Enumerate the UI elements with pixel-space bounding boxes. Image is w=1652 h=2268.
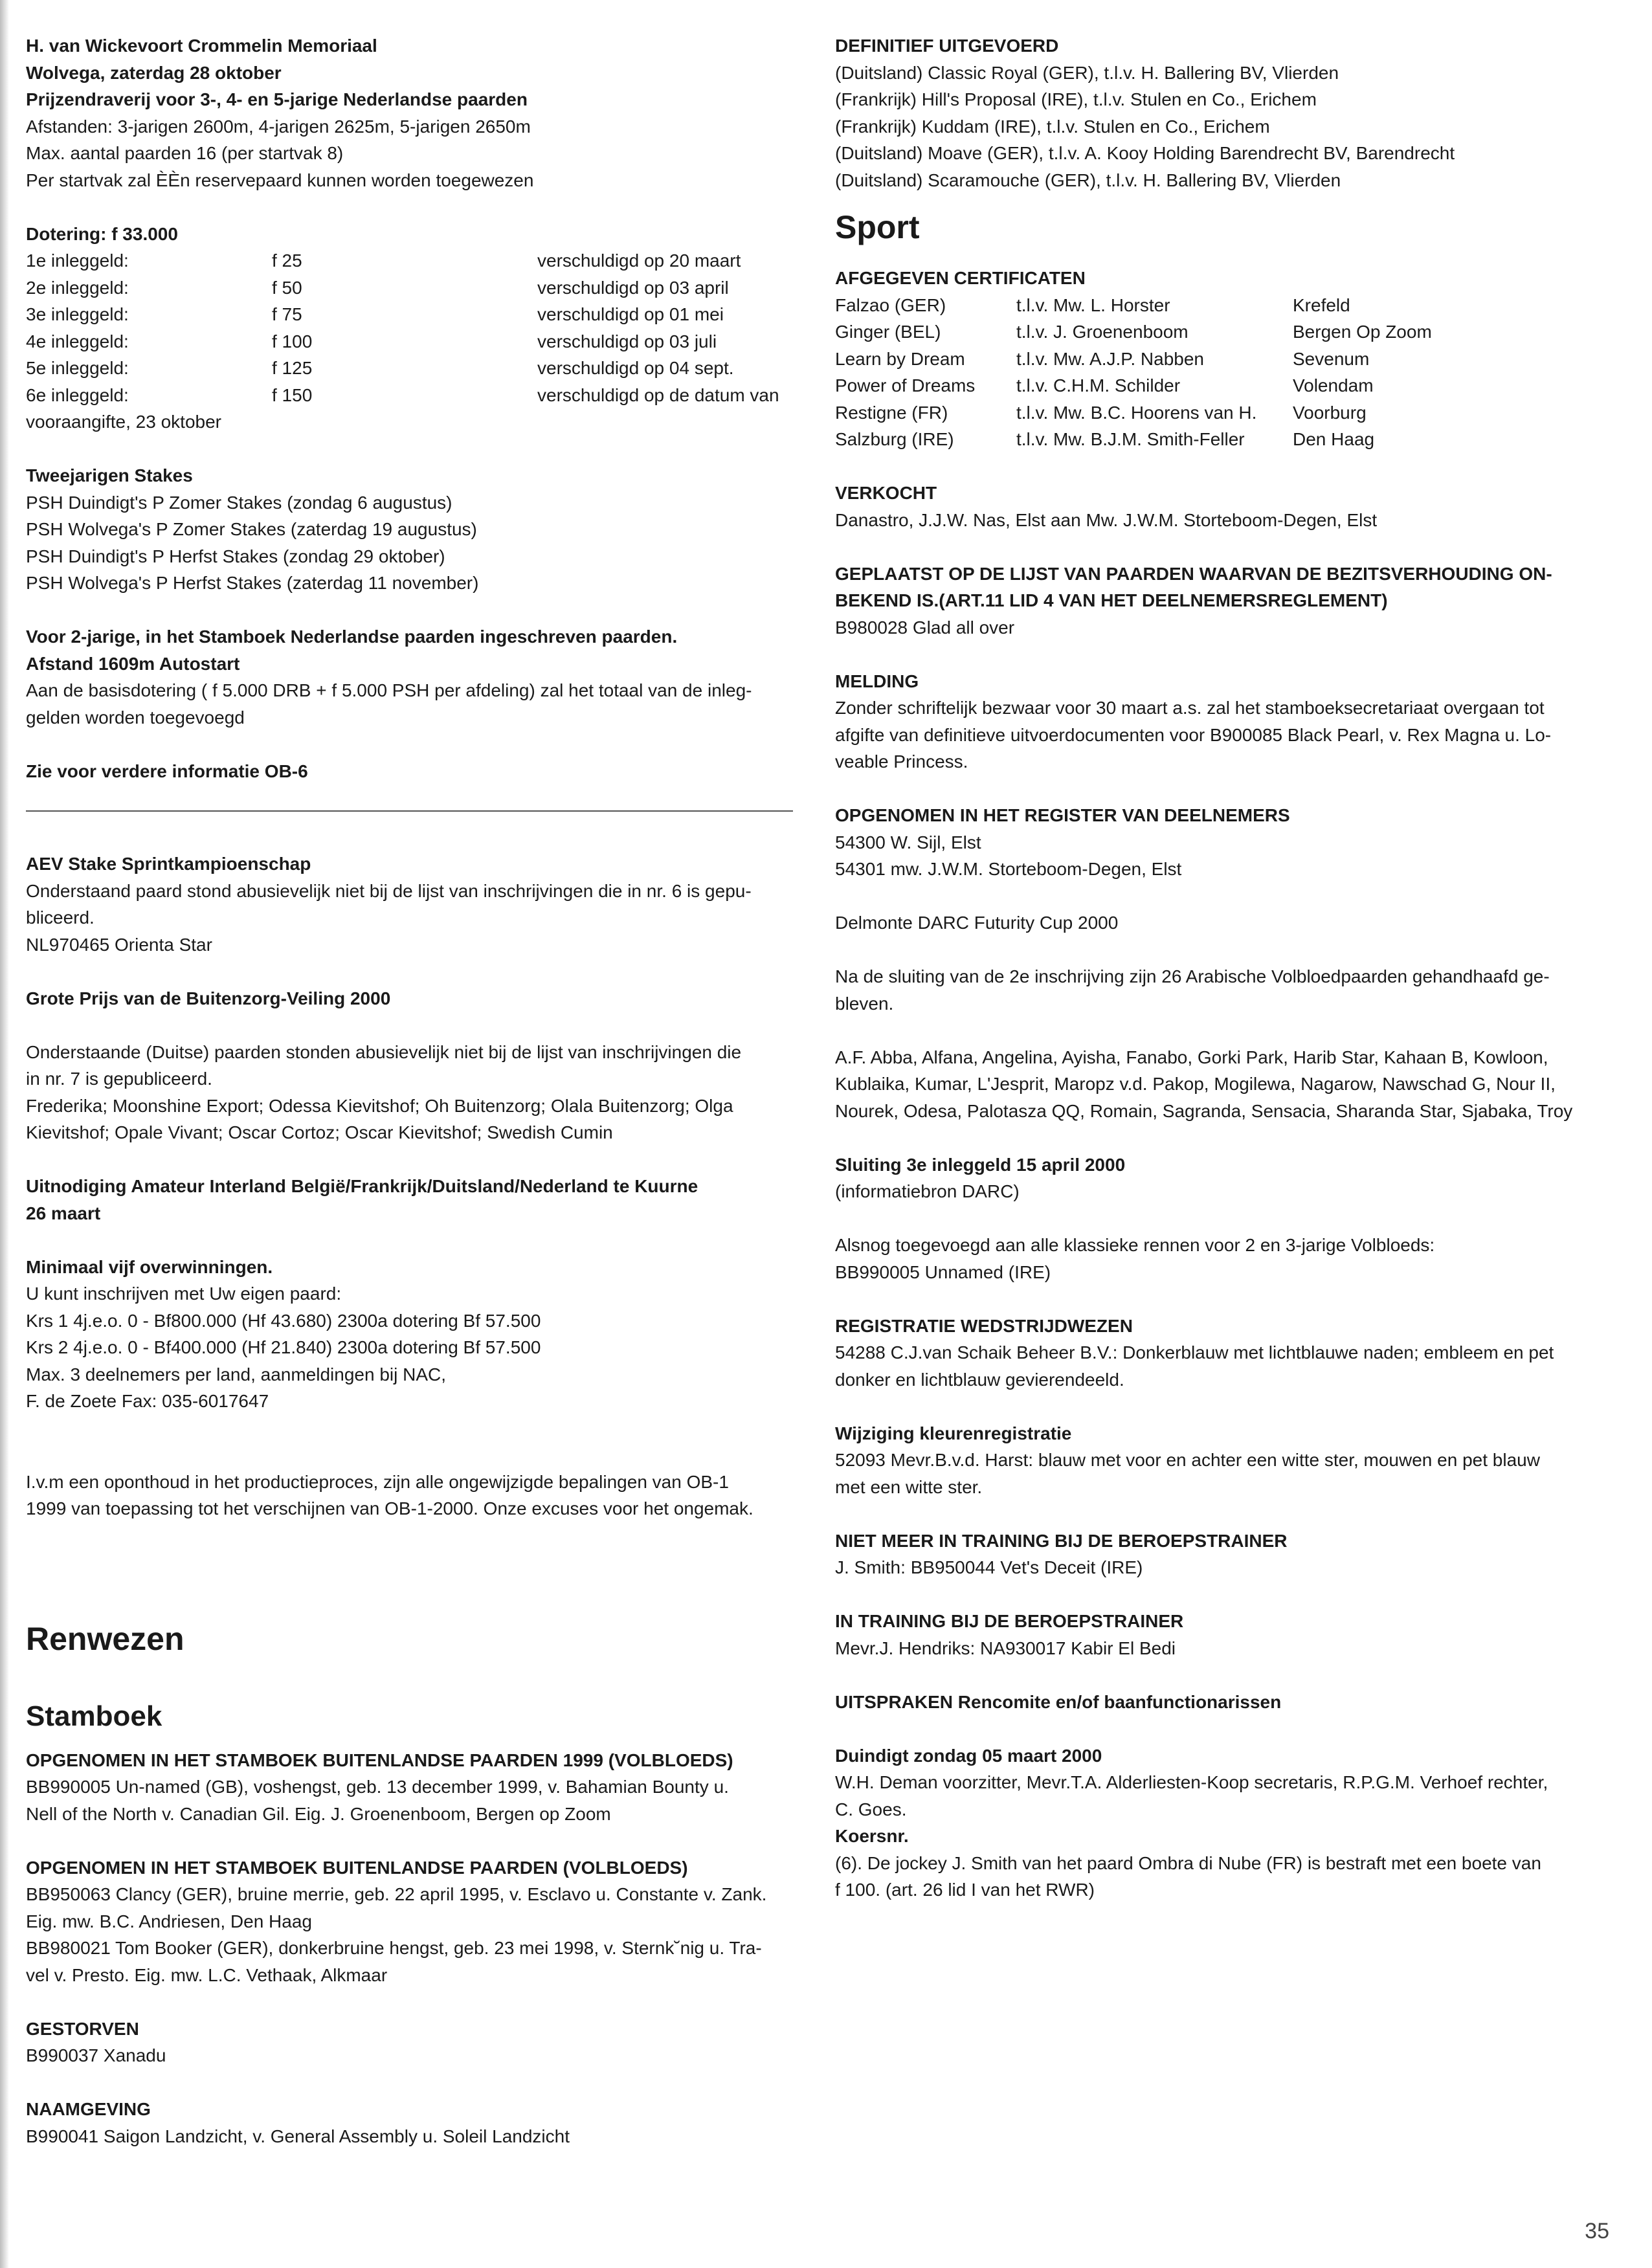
register-title: OPGENOMEN IN HET REGISTER VAN DEELNEMERS [835, 805, 1290, 825]
register-line: 54301 mw. J.W.M. Storteboom-Degen, Elst [835, 859, 1182, 879]
cert-place: Den Haag [1293, 429, 1375, 449]
minimaal-line: Krs 2 4j.e.o. 0 - Bf400.000 (Hf 21.840) 2300a dotering Bf 57.500 [26, 1337, 541, 1357]
stakes-line: PSH Duindigt's P Zomer Stakes (zondag 6 augustus) [26, 492, 452, 513]
opg2-title: OPGENOMEN IN HET STAMBOEK BUITENLANDSE PAARDEN (VOLBLOEDS) [26, 1857, 688, 1878]
inleggeld-label: 4e inleggeld: [26, 331, 129, 351]
memorial-line: Per startvak zal ÈÈn reservepaard kunnen worden toegewezen [26, 170, 534, 190]
koersnr-line: f 100. (art. 26 lid I van het RWR) [835, 1880, 1095, 1900]
wijziging-title: Wijziging kleurenregistratie [835, 1423, 1072, 1443]
grote-line: Kievitshof; Opale Vivant; Oscar Cortoz; Oscar Kievitshof; Swedish Cumin [26, 1122, 613, 1142]
na-line: bleven. [835, 993, 894, 1014]
alsnog-line: Alsnog toegevoegd aan alle klassieke rennen voor 2 en 3-jarige Volbloeds: [835, 1235, 1435, 1255]
definitief-line: (Frankrijk) Hill's Proposal (IRE), t.l.v. Stulen en Co., Erichem [835, 89, 1317, 109]
inleggeld-label: 3e inleggeld: [26, 304, 129, 324]
opg2-line: vel v. Presto. Eig. mw. L.C. Vethaak, Alkmaar [26, 1964, 388, 1985]
cert-owner: t.l.v. J. Groenenboom [1016, 322, 1189, 342]
duindigt-line: W.H. Deman voorzitter, Mevr.T.A. Alderliesten-Koop secretaris, R.P.G.M. Verhoef rechter, [835, 1772, 1548, 1792]
minimaal-title: Minimaal vijf overwinningen. [26, 1256, 273, 1277]
inleggeld-tail: vooraangifte, 23 oktober [26, 412, 221, 432]
cert-horse: Power of Dreams [835, 375, 976, 395]
renwezen-heading: Renwezen [26, 1620, 184, 1657]
inleggeld-label: 6e inleggeld: [26, 384, 129, 405]
inleggeld-row [26, 328, 796, 355]
voor-title: Voor 2-jarige, in het Stamboek Nederlandse paarden ingeschreven paarden. [26, 627, 678, 647]
register-line: 54300 W. Sijl, Elst [835, 832, 981, 852]
horses-line: Nourek, Odesa, Palotasza QQ, Romain, Sagranda, Sensacia, Sharanda Star, Sjabaka, Troy [835, 1100, 1573, 1121]
aev-line: Onderstaand paard stond abusievelijk niet bij de lijst van inschrijvingen die in nr. 6 is gepu- [26, 880, 752, 901]
inleggeld-row [26, 274, 796, 302]
in-title: IN TRAINING BIJ DE BEROEPSTRAINER [835, 1611, 1184, 1631]
voor-line: gelden worden toegevoegd [26, 707, 245, 728]
cert-horse: Ginger (BEL) [835, 322, 941, 342]
left-column [26, 32, 796, 2150]
cert-owner: t.l.v. Mw. A.J.P. Nabben [1016, 348, 1204, 369]
stakes-line: PSH Duindigt's P Herfst Stakes (zondag 29 oktober) [26, 546, 445, 566]
opg2-line: Eig. mw. B.C. Andriesen, Den Haag [26, 1911, 312, 1931]
cert-owner: t.l.v. C.H.M. Schilder [1016, 375, 1181, 395]
na-line: Na de sluiting van de 2e inschrijving zijn 26 Arabische Volbloedpaarden gehandhaafd ge- [835, 966, 1550, 986]
memorial-line: Max. aantal paarden 16 (per startvak 8) [26, 143, 344, 163]
duindigt-line: C. Goes. [835, 1799, 907, 1819]
registratie-title: REGISTRATIE WEDSTRIJDWEZEN [835, 1315, 1133, 1336]
certificate-row [835, 318, 1618, 346]
inleggeld-row [26, 382, 796, 409]
stakes-title: Tweejarigen Stakes [26, 465, 193, 485]
inleggeld-amount: f 150 [272, 384, 313, 405]
inleggeld-row [26, 301, 796, 328]
memorial-subtitle: Prijzendraverij voor 3-, 4- en 5-jarige Nederlandse paarden [26, 89, 528, 109]
cert-horse: Restigne (FR) [835, 402, 948, 423]
zie-text: Zie voor verdere informatie OB-6 [26, 761, 308, 781]
stakes-line: PSH Wolvega's P Zomer Stakes (zaterdag 19 augustus) [26, 519, 477, 539]
inleggeld-due: verschuldigd op 20 maart [537, 250, 741, 271]
minimaal-line: Krs 1 4j.e.o. 0 - Bf800.000 (Hf 43.680) 2300a dotering Bf 57.500 [26, 1310, 541, 1331]
in-line: Mevr.J. Hendriks: NA930017 Kabir El Bedi [835, 1638, 1176, 1658]
registratie-line: 54288 C.J.van Schaik Beheer B.V.: Donkerblauw met lichtblauwe naden; embleem en pet [835, 1342, 1554, 1362]
uitnodiging-title: Uitnodiging Amateur Interland België/Frankrijk/Duitsland/Nederland te Kuurne [26, 1176, 698, 1196]
inleggeld-label: 1e inleggeld: [26, 250, 129, 271]
inleggeld-due: verschuldigd op 01 mei [537, 304, 724, 324]
aev-title: AEV Stake Sprintkampioenschap [26, 854, 311, 874]
section-divider [26, 810, 793, 812]
uitnodiging-title: 26 maart [26, 1203, 101, 1223]
niet-line: J. Smith: BB950044 Vet's Deceit (IRE) [835, 1557, 1143, 1577]
sluiting-line: (informatiebron DARC) [835, 1181, 1020, 1201]
right-column [835, 32, 1618, 1904]
koersnr-line: (6). De jockey J. Smith van het paard Ombra di Nube (FR) is bestraft met een boete van [835, 1852, 1541, 1873]
inleggeld-label: 2e inleggeld: [26, 277, 129, 298]
grote-line: Onderstaande (Duitse) paarden stonden abusievelijk niet bij de lijst van inschrijvingen die [26, 1041, 742, 1062]
voor-line: Aan de basisdotering ( f 5.000 DRB + f 5.000 PSH per afdeling) zal het totaal van de inleg- [26, 680, 752, 700]
cert-place: Volendam [1293, 375, 1374, 395]
definitief-line: (Duitsland) Classic Royal (GER), t.l.v. H. Ballering BV, Vlierden [835, 62, 1339, 83]
scan-edge-shadow [0, 0, 9, 2268]
inleggeld-amount: f 75 [272, 304, 302, 324]
duindigt-title: Duindigt zondag 05 maart 2000 [835, 1745, 1102, 1766]
opg2-line: BB980021 Tom Booker (GER), donkerbruine hengst, geb. 23 mei 1998, v. Sternk˘nig u. Tra- [26, 1938, 762, 1958]
definitief-line: (Duitsland) Moave (GER), t.l.v. A. Kooy Holding Barendrecht BV, Barendrecht [835, 143, 1455, 163]
inleggeld-due: verschuldigd op 03 juli [537, 331, 717, 351]
inleggeld-amount: f 50 [272, 277, 302, 298]
grote-title: Grote Prijs van de Buitenzorg-Veiling 2000 [26, 988, 391, 1008]
cert-horse: Salzburg (IRE) [835, 429, 954, 449]
ivm-line: 1999 van toepassing tot het verschijnen van OB-1-2000. Onze excuses voor het ongemak. [26, 1498, 753, 1518]
geplaatst-title: GEPLAATST OP DE LIJST VAN PAARDEN WAARVAN DE BEZITSVERHOUDING ON- [835, 563, 1552, 584]
cert-horse: Learn by Dream [835, 348, 965, 369]
naamgeving-line: B990041 Saigon Landzicht, v. General Assembly u. Soleil Landzicht [26, 2126, 570, 2146]
cert-owner: t.l.v. Mw. B.C. Hoorens van H. [1016, 402, 1257, 423]
opg1-line: Nell of the North v. Canadian Gil. Eig. J. Groenenboom, Bergen op Zoom [26, 1803, 611, 1824]
certificate-row [835, 292, 1618, 319]
ivm-line: I.v.m een oponthoud in het productieproces, zijn alle ongewijzigde bepalingen van OB-1 [26, 1471, 729, 1492]
opg2-line: BB950063 Clancy (GER), bruine merrie, geb. 22 april 1995, v. Esclavo u. Constante v. Zank. [26, 1884, 767, 1904]
wijziging-line: 52093 Mevr.B.v.d. Harst: blauw met voor en achter een witte ster, mouwen en pet blauw [835, 1450, 1540, 1470]
minimaal-line: U kunt inschrijven met Uw eigen paard: [26, 1284, 342, 1304]
inleggeld-due: verschuldigd op de datum van [537, 384, 779, 405]
cert-owner: t.l.v. Mw. B.J.M. Smith-Feller [1016, 429, 1245, 449]
inleggeld-row [26, 247, 796, 274]
niet-title: NIET MEER IN TRAINING BIJ DE BEROEPSTRAINER [835, 1530, 1288, 1551]
aev-line: NL970465 Orienta Star [26, 934, 212, 955]
inleggeld-row [26, 355, 796, 382]
stamboek-heading: Stamboek [26, 1700, 162, 1732]
certificate-row [835, 426, 1618, 453]
geplaatst-title: BEKEND IS.(ART.11 LID 4 VAN HET DEELNEMERSREGLEMENT) [835, 590, 1388, 610]
definitief-line: (Frankrijk) Kuddam (IRE), t.l.v. Stulen en Co., Erichem [835, 116, 1270, 137]
inleggeld-amount: f 125 [272, 358, 313, 378]
certificate-row [835, 346, 1618, 373]
melding-title: MELDING [835, 671, 919, 691]
melding-line: Zonder schriftelijk bezwaar voor 30 maart a.s. zal het stamboeksecretariaat overgaan tot [835, 698, 1545, 718]
definitief-line: (Duitsland) Scaramouche (GER), t.l.v. H. Ballering BV, Vlierden [835, 170, 1341, 190]
gestorven-line: B990037 Xanadu [26, 2045, 166, 2065]
cert-place: Krefeld [1293, 295, 1350, 315]
registratie-line: donker en lichtblauw gevierendeeld. [835, 1369, 1124, 1390]
alsnog-line: BB990005 Unnamed (IRE) [835, 1262, 1051, 1282]
uitspraken-title: UITSPRAKEN Rencomite en/of baanfunctionarissen [835, 1691, 1282, 1712]
grote-line: Frederika; Moonshine Export; Odessa Kievitshof; Oh Buitenzorg; Olala Buitenzorg; Olga [26, 1095, 733, 1116]
cert-title: AFGEGEVEN CERTIFICATEN [835, 268, 1086, 288]
memorial-date: Wolvega, zaterdag 28 oktober [26, 62, 282, 83]
inleggeld-due: verschuldigd op 04 sept. [537, 358, 734, 378]
definitief-title: DEFINITIEF UITGEVOERD [835, 36, 1059, 56]
stakes-line: PSH Wolvega's P Herfst Stakes (zaterdag 11 november) [26, 573, 479, 593]
cert-owner: t.l.v. Mw. L. Horster [1016, 295, 1170, 315]
opg1-title: OPGENOMEN IN HET STAMBOEK BUITENLANDSE PAARDEN 1999 (VOLBLOEDS) [26, 1750, 733, 1770]
page-number: 35 [1585, 2218, 1609, 2243]
geplaatst-line: B980028 Glad all over [835, 617, 1015, 638]
opg1-line: BB990005 Un-named (GB), voshengst, geb. 13 december 1999, v. Bahamian Bounty u. [26, 1777, 729, 1797]
verkocht-line: Danastro, J.J.W. Nas, Elst aan Mw. J.W.M. Storteboom-Degen, Elst [835, 509, 1378, 530]
cert-place: Bergen Op Zoom [1293, 322, 1432, 342]
inleggeld-label: 5e inleggeld: [26, 358, 129, 378]
inleggeld-amount: f 100 [272, 331, 313, 351]
verkocht-title: VERKOCHT [835, 483, 937, 503]
sport-heading: Sport [835, 209, 920, 245]
dotering-label: Dotering: f 33.000 [26, 223, 178, 244]
koersnr-title: Koersnr. [835, 1826, 909, 1846]
melding-line: veable Princess. [835, 751, 968, 772]
delmonte-line: Delmonte DARC Futurity Cup 2000 [835, 913, 1119, 933]
cert-place: Voorburg [1293, 402, 1367, 423]
minimaal-line: F. de Zoete Fax: 035-6017647 [26, 1391, 269, 1411]
melding-line: afgifte van definitieve uitvoerdocumenten voor B900085 Black Pearl, v. Rex Magna u. Lo- [835, 724, 1552, 745]
grote-line: in nr. 7 is gepubliceerd. [26, 1069, 212, 1089]
inleggeld-due: verschuldigd op 03 april [537, 277, 729, 298]
gestorven-title: GESTORVEN [26, 2018, 139, 2039]
horses-line: A.F. Abba, Alfana, Angelina, Ayisha, Fanabo, Gorki Park, Harib Star, Kahaan B, Kowloon, [835, 1047, 1548, 1067]
cert-horse: Falzao (GER) [835, 295, 946, 315]
horses-line: Kublaika, Kumar, L'Jesprit, Maropz v.d. Pakop, Mogilewa, Nagarow, Nawschad G, Nour II, [835, 1074, 1556, 1094]
inleggeld-amount: f 25 [272, 250, 302, 271]
certificate-row [835, 399, 1618, 427]
sluiting-title: Sluiting 3e inleggeld 15 april 2000 [835, 1154, 1126, 1175]
cert-place: Sevenum [1293, 348, 1370, 369]
aev-line: bliceerd. [26, 907, 95, 928]
certificate-row [835, 372, 1618, 399]
memorial-line: Afstanden: 3-jarigen 2600m, 4-jarigen 2625m, 5-jarigen 2650m [26, 116, 531, 137]
minimaal-line: Max. 3 deelnemers per land, aanmeldingen bij NAC, [26, 1364, 447, 1384]
voor-title: Afstand 1609m Autostart [26, 653, 240, 674]
wijziging-line: met een witte ster. [835, 1476, 983, 1497]
naamgeving-title: NAAMGEVING [26, 2099, 151, 2119]
memorial-title: H. van Wickevoort Crommelin Memoriaal [26, 36, 377, 56]
